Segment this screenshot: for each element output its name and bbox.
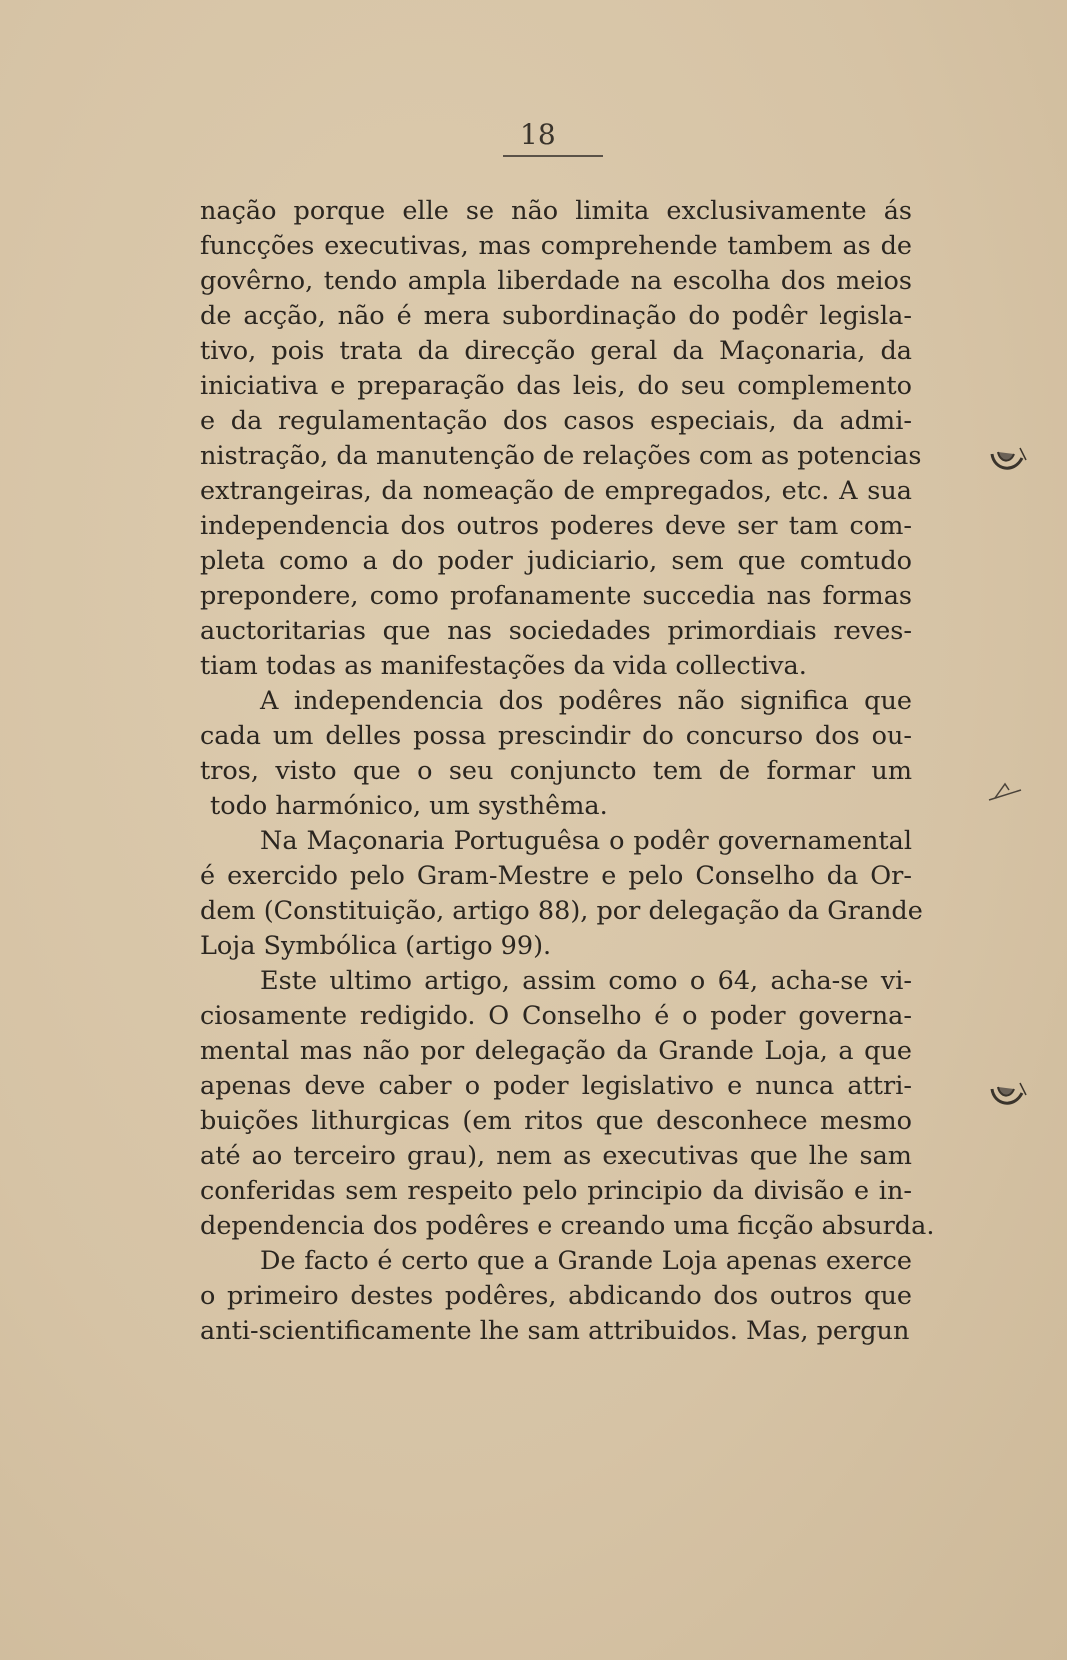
text-line: é exercido pelo Gram-Mestre e pelo Conselho da Or- <box>200 861 912 891</box>
text-line: iniciativa e preparação das leis, do seu complemento <box>200 371 912 401</box>
text-line: até ao terceiro grau), nem as executivas que lhe sam <box>200 1141 912 1171</box>
text-line: ciosamente redigido. O Conselho é o poder governa- <box>200 1001 912 1031</box>
text-line: Este ultimo artigo, assim como o 64, acha-se vi- <box>260 966 912 996</box>
text-line: apenas deve caber o poder legislativo e nunca attri- <box>200 1071 912 1101</box>
text-line: conferidas sem respeito pelo principio da divisão e in- <box>200 1176 912 1206</box>
text-line: buições lithurgicas (em ritos que desconhece mesmo <box>200 1106 912 1136</box>
margin-mark-icon <box>985 770 1025 810</box>
text-line: anti-scientificamente lhe sam attribuidos. Mas, pergun <box>200 1316 910 1346</box>
text-line: e da regulamentação dos casos especiais, da admi- <box>200 406 912 436</box>
text-line: todo harmónico, um systhêma. <box>210 791 608 821</box>
text-line: dependencia dos podêres e creando uma ficção absurda. <box>200 1211 935 1241</box>
text-line: independencia dos outros poderes deve ser tam com- <box>200 511 912 541</box>
text-line: De facto é certo que a Grande Loja apenas exerce <box>260 1246 912 1276</box>
margin-mark-icon <box>988 440 1028 480</box>
text-line: mental mas não por delegação da Grande Loja, a que <box>200 1036 912 1066</box>
text-line: auctoritarias que nas sociedades primordiais reves- <box>200 616 912 646</box>
text-line: tros, visto que o seu conjuncto tem de formar um <box>200 756 912 786</box>
text-line: de acção, não é mera subordinação do podêr legisla- <box>200 301 912 331</box>
text-line: dem (Constituição, artigo 88), por delegação da Grande <box>200 896 923 926</box>
body-text <box>200 194 935 1349</box>
text-line: o primeiro destes podêres, abdicando dos outros que <box>200 1281 912 1311</box>
text-line: funcções executivas, mas comprehende tambem as de <box>200 231 912 261</box>
text-line: extrangeiras, da nomeação de empregados, etc. A sua <box>200 476 912 506</box>
text-line: pleta como a do poder judiciario, sem que comtudo <box>200 546 912 576</box>
text-line: tiam todas as manifestações da vida collectiva. <box>200 651 807 681</box>
text-line: cada um delles possa prescindir do concurso dos ou- <box>200 721 912 751</box>
page-number: 18 <box>520 118 556 151</box>
text-line: govêrno, tendo ampla liberdade na escolha dos meios <box>200 266 912 296</box>
text-line: prepondere, como profanamente succedia nas formas <box>200 581 912 611</box>
text-line: nação porque elle se não limita exclusivamente ás <box>200 196 912 226</box>
text-line: Loja Symbólica (artigo 99). <box>200 931 552 961</box>
margin-mark-icon <box>988 1075 1028 1115</box>
text-line: tivo, pois trata da direcção geral da Maçonaria, da <box>200 336 912 366</box>
text-line: Na Maçonaria Portuguêsa o podêr governamental <box>260 826 912 856</box>
page-number-rule <box>503 155 603 157</box>
text-line: A independencia dos podêres não significa que <box>260 686 912 716</box>
text-line: nistração, da manutenção de relações com as potencias <box>200 441 922 471</box>
